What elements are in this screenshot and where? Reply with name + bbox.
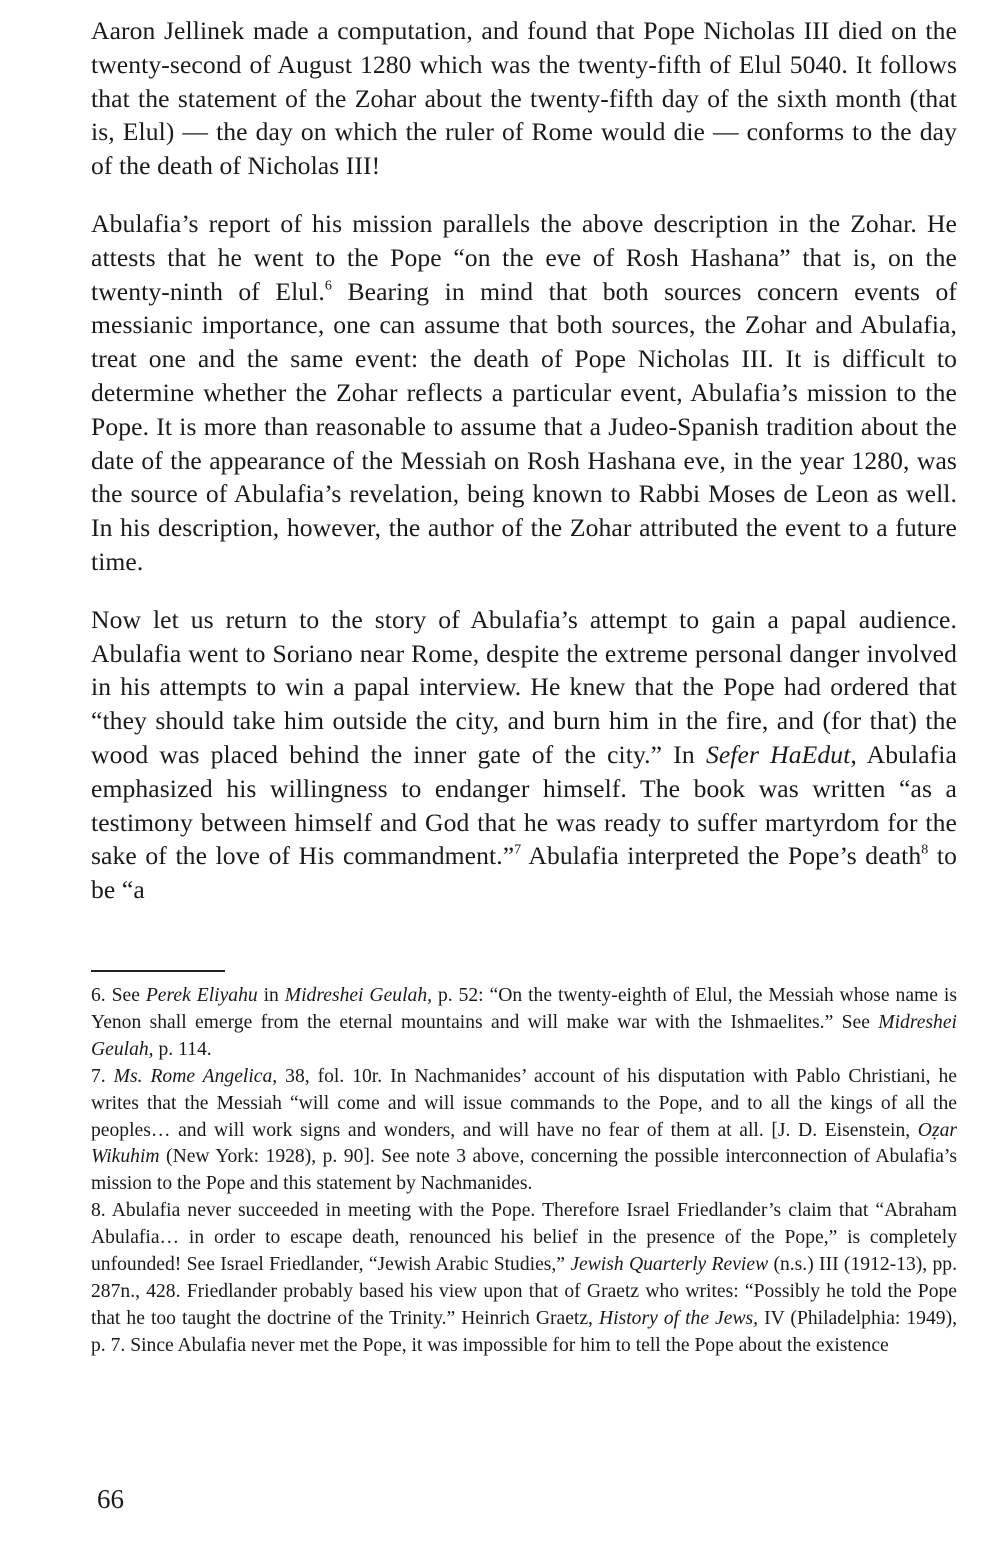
footnote [91, 983, 957, 1064]
paragraph [91, 207, 957, 579]
text-run: p. 52: “On the twenty-eighth of Elul, the Messiah whose name is Yenon shall emerge from the eternal mountains and will make war with the Ishmaelites.” See [91, 985, 957, 1033]
text-run: in [257, 985, 285, 1006]
text-run: IV (Philadelphia: 1949), p. 7. Since Abulafia never met the Pope, it was impossible for him to tell the Pope about the existence [91, 1307, 957, 1356]
footnote-separator-rule [91, 970, 225, 972]
footnote-marker: 7 [514, 841, 522, 858]
italic-title: Jewish Quarterly Review [570, 1254, 769, 1276]
footnote-marker: 6 [324, 277, 333, 294]
footnotes [91, 983, 957, 1360]
text-run: 7. [91, 1065, 114, 1087]
body-text [91, 14, 957, 907]
italic-title: Midreshei Geulah, [284, 985, 433, 1006]
text-run: to be “a [91, 841, 958, 905]
text-run: 6. See [91, 985, 146, 1006]
text-run: p. 114. [153, 1038, 212, 1060]
italic-title: History of the Jews, [599, 1307, 759, 1329]
text-run: Abulafia’s report of his mission parallels the above description in the Zohar. He attests that he went to the Pope “on the eve of Rosh Hashana” that is, on the twenty-ninth of Elul. [91, 208, 957, 306]
footnote [91, 1064, 957, 1199]
footnote-marker: 8 [921, 841, 929, 858]
page-number: 66 [97, 1484, 124, 1514]
footnote [91, 1198, 957, 1359]
text-run: (New York: 1928), p. 90]. See note 3 above, concerning the possible interconnection of Abulafia’s mission to the Pope and this statement by Nachmanides. [91, 1146, 957, 1195]
text-run: 8. Abulafia never succeeded in meeting with the Pope. Therefore Israel Friedlander’s claim that “Abraham Abulafia… in order to escape death, renounced his belief in the presence of the Pope,” is completely unfounded! See Israel Friedlander, “Jewish Arabic Studies,” [91, 1200, 957, 1276]
italic-title: Oẓar Wikuhim [91, 1119, 957, 1168]
text-run: , Abulafia emphasized his willingness to endanger himself. The book was written “as a testimony between himself and God that he was ready to suffer martyrdom for the sake of the love of His commandment.” [91, 739, 957, 871]
text-run: Aaron Jellinek made a computation, and found that Pope Nicholas III died on the twenty-second of August 1280 which was the twenty-fifth of Elul 5040. It follows that the statement of the Zohar about the twenty-fifth day of the sixth month (that is, Elul) — the day on which the ruler of Rome would die — conforms to the day of the death of Nicholas III! [91, 16, 957, 181]
text-run: 38, fol. 10r. In Nachmanides’ account of his disputation with Pablo Christiani, he writes that the Messiah “will come and will issue commands to the Pope, and to all the kings of all the peoples… and will work signs and wonders, and will have no fear of them at all. [J. D. Eisenstein, [91, 1065, 957, 1141]
italic-title: Ms. Rome Angelica, [113, 1065, 278, 1087]
italic-title: Midreshei Geulah, [91, 1011, 957, 1060]
paragraph [91, 14, 957, 183]
text-run: Bearing in mind that both sources concern events of messianic importance, one can assume that both sources, the Zohar and Abulafia, treat one and the same event: the death of Pope Nicholas III. It is difficult to determine whether the Zohar reflects a particular event, Abulafia’s mission to the Pope. It is more than reasonable to assume that a Judeo-Spanish tradition about the date of the appearance of the Messiah on Rosh Hashana eve, in the year 1280, was the source of Abulafia’s revelation, being known to Rabbi Moses de Leon as well. In his description, however, the author of the Zohar attributed the event to a future time. [91, 276, 957, 576]
text-run: Abulafia interpreted the Pope’s death [521, 841, 922, 871]
paragraph [91, 603, 957, 907]
italic-title: Sefer HaEdut [705, 739, 851, 769]
text-run: Now let us return to the story of Abulafia’s attempt to gain a papal audience. Abulafia went to Soriano near Rome, despite the extreme personal danger involved in his attempts to win a papal interview. He knew that the Pope had ordered that “they should take him outside the city, and burn him in the fire, and (for that) the wood was placed behind the inner gate of the city.” In [91, 604, 957, 769]
italic-title: Perek Eliyahu [145, 985, 258, 1006]
text-run: (n.s.) III (1912-13), pp. 287n., 428. Friedlander probably based his view upon that of Graetz who writes: “Possibly he told the Pope that he too taught the doctrine of the Trinity.” Heinrich Graetz, [91, 1254, 957, 1329]
